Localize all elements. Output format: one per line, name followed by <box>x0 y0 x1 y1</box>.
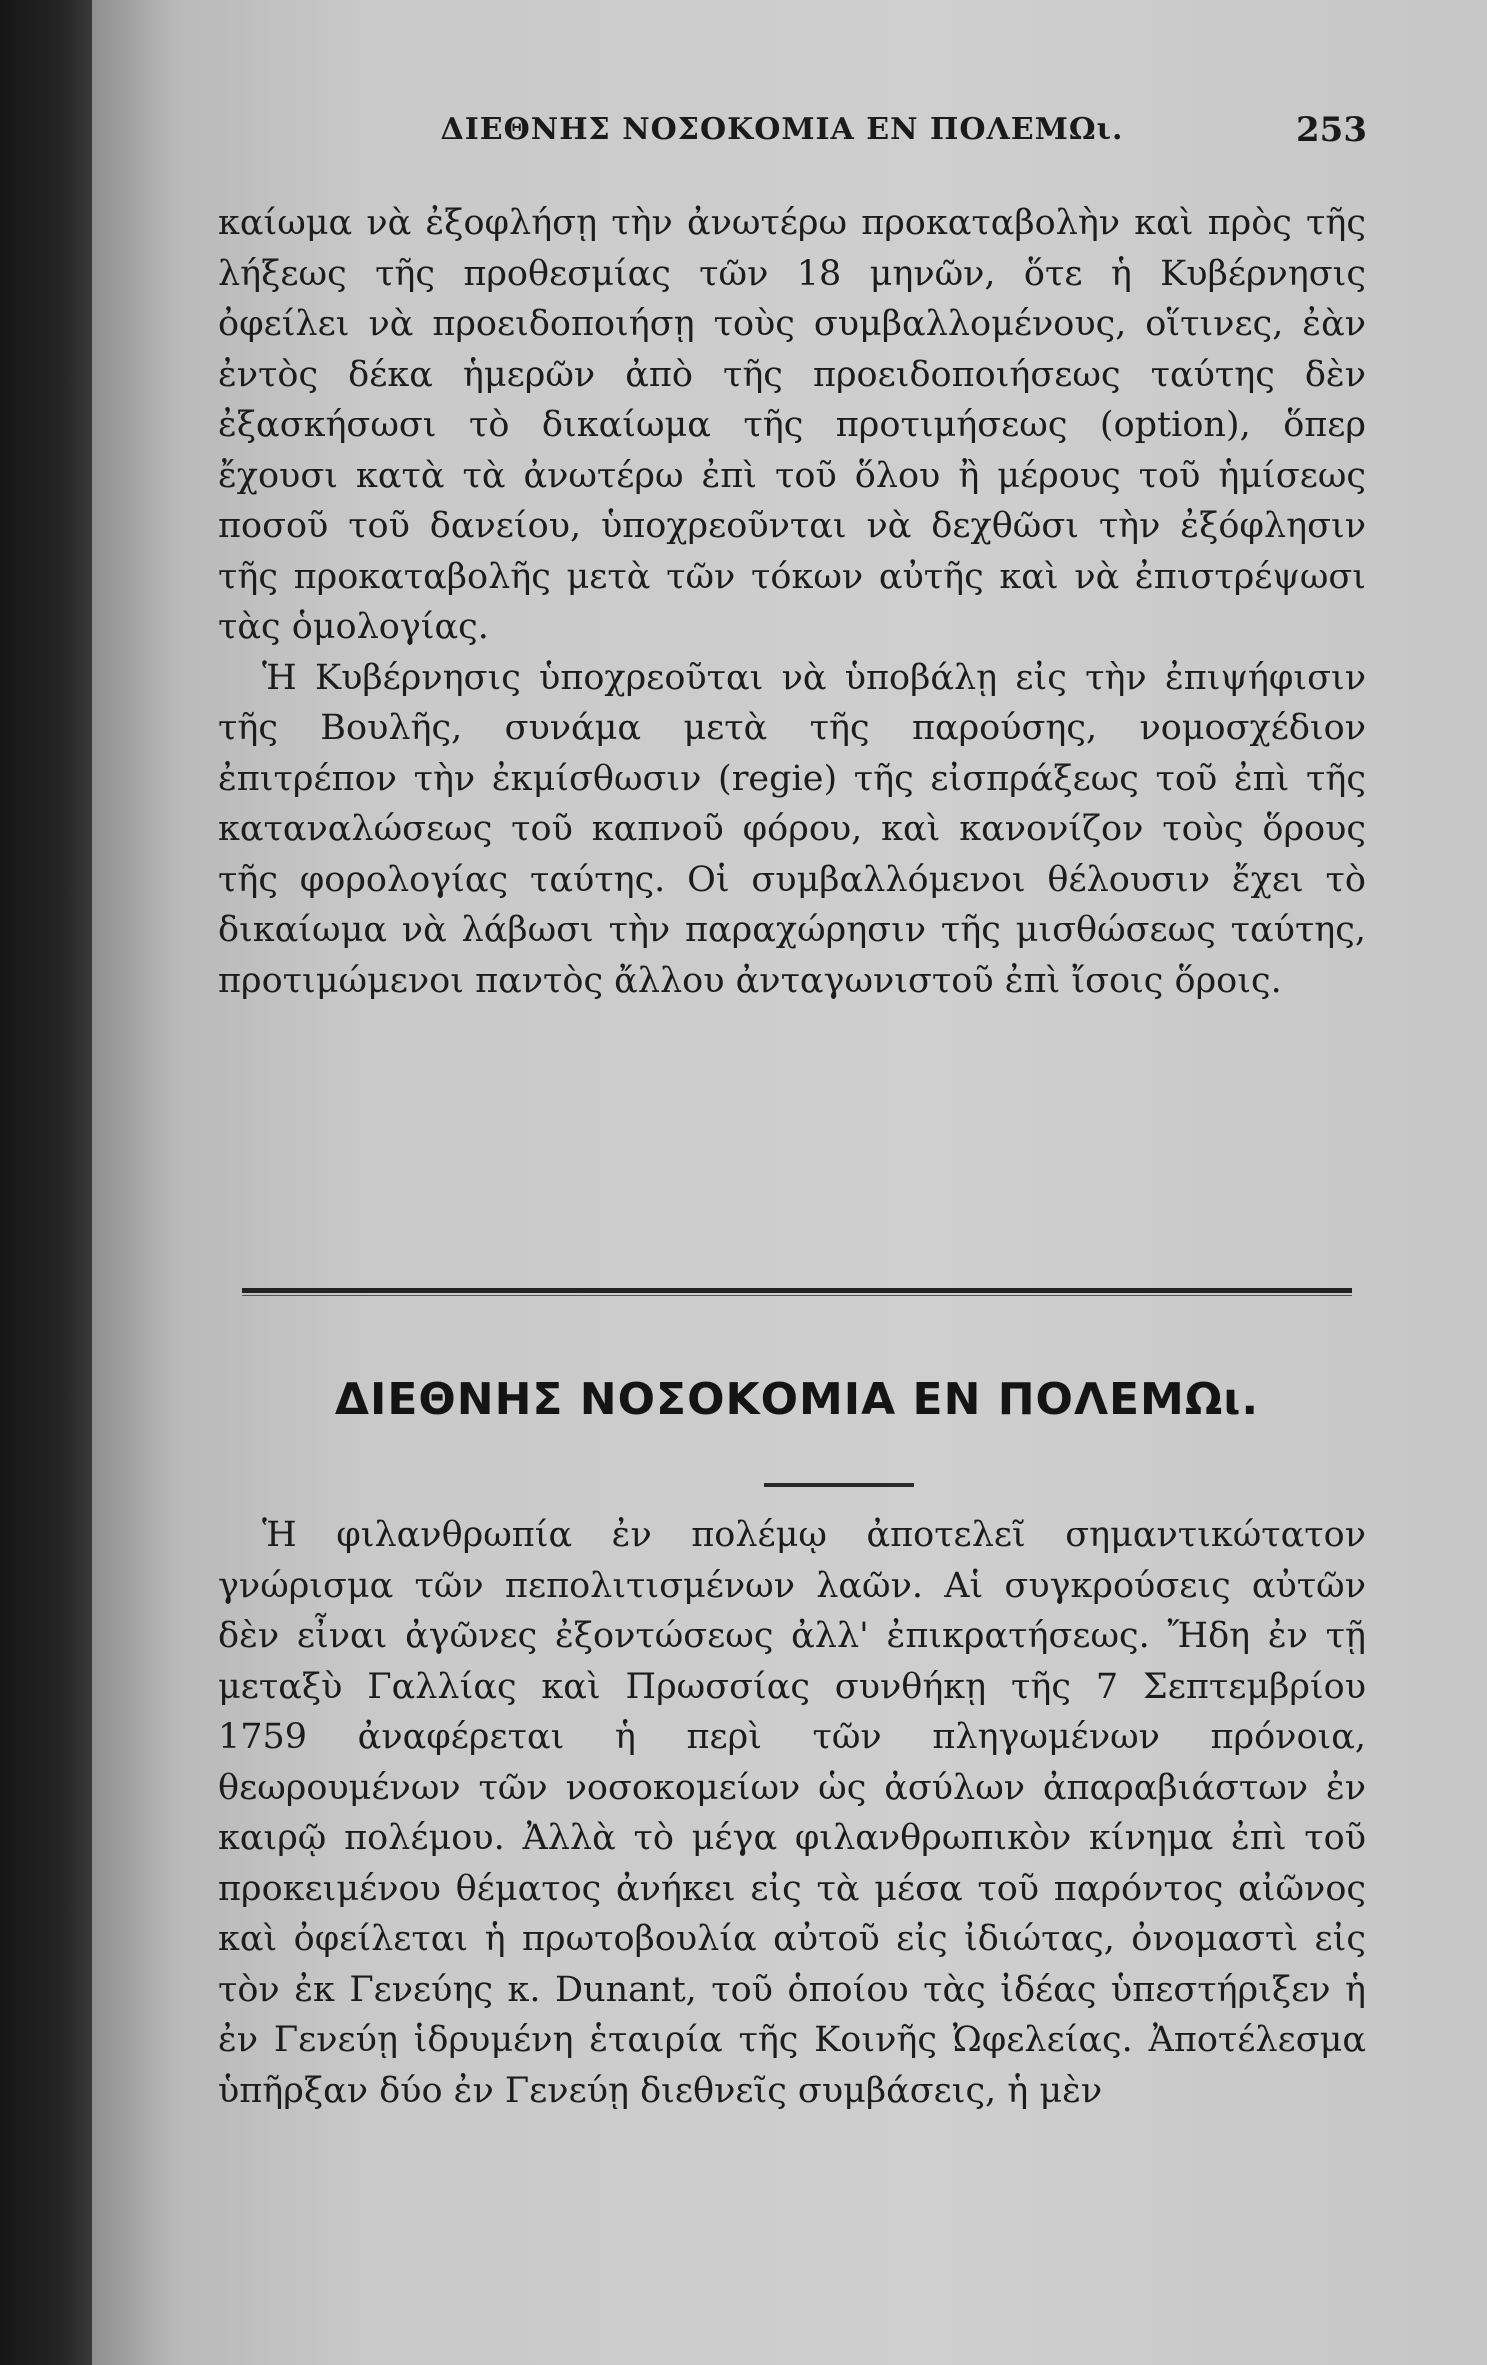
section-text-block <box>218 1510 1366 2116</box>
running-head: ΔΙΕΘΝΗΣ ΝΟΣΟΚΟΜΙΑ ΕΝ ΠΟΛΕΜΩι. <box>440 112 1124 147</box>
title-underline <box>764 1483 914 1487</box>
book-gutter <box>0 0 92 2365</box>
top-paragraph-2: Ἡ Κυβέρνησις ὑποχρεοῦται νὰ ὑποβάλῃ εἰς τὴν ἐπιψήφισιν τῆς Βουλῆς, συνάμα μετὰ τῆς παρούσης, νομοσχέδιον ἐπιτρέπον τὴν ἐκμίσθωσιν (regie) τῆς εἰσπράξεως τοῦ ἐπὶ τῆς καταναλώσεως τοῦ καπνοῦ φόρου, καὶ κανονίζον τοὺς ὅρους τῆς φορολογίας ταύτης. Οἱ συμβαλλόμενοι θέλουσιν ἔχει τὸ δικαίωμα νὰ λάβωσι τὴν παραχώρησιν τῆς μισθώσεως ταύτης, προτιμώμενοι παντὸς ἄλλου ἀνταγωνιστοῦ ἐπὶ ἴσοις ὅροις. <box>218 657 1366 1001</box>
top-paragraph-1: καίωμα νὰ ἐξοφλήσῃ τὴν ἀνωτέρω προκαταβολὴν καὶ πρὸς τῆς λήξεως τῆς προθεσμίας τῶν 18 μηνῶν, ὅτε ἡ Κυβέρνησις ὀφείλει νὰ προειδοποιήσῃ τοὺς συμβαλλομένους, οἵτινες, ἐὰν ἐντὸς δέκα ἡμερῶν ἀπὸ τῆς προειδοποιήσεως ταύτης δὲν ἐξασκήσωσι τὸ δικαίωμα τῆς προτιμήσεως (option), ὅπερ ἔχουσι κατὰ τὰ ἀνωτέρω ἐπὶ τοῦ ὅλου ἢ μέρους τοῦ ἡμίσεως ποσοῦ τοῦ δανείου, ὑποχρεοῦνται νὰ δεχθῶσι τὴν ἐξόφλησιν τῆς προκαταβολῆς μετὰ τῶν τόκων αὐτῆς καὶ νὰ ἐπιστρέψωσι τὰς ὁμολογίας. <box>218 203 1366 647</box>
section-title: ΔΙΕΘΝΗΣ ΝΟΣΟΚΟΜΙΑ ΕΝ ΠΟΛΕΜΩι. <box>334 1374 1260 1425</box>
book-page <box>92 0 1487 2365</box>
section-paragraph-1: Ἡ φιλανθρωπία ἐν πολέμῳ ἀποτελεῖ σημαντικώτατον γνώρισμα τῶν πεπολιτισμένων λαῶν. Αἱ συγκρούσεις αὐτῶν δὲν εἶναι ἀγῶνες ἐξοντώσεως ἀλλ' ἐπικρατήσεως. Ἤδη ἐν τῇ μεταξὺ Γαλλίας καὶ Πρωσσίας συνθήκῃ τῆς 7 Σεπτεμβρίου 1759 ἀναφέρεται ἡ περὶ τῶν πληγωμένων πρόνοια, θεωρουμένων τῶν νοσοκομείων ὡς ἀσύλων ἀπαραβιάστων ἐν καιρῷ πολέμου. Ἀλλὰ τὸ μέγα φιλανθρωπικὸν κίνημα ἐπὶ τοῦ προκειμένου θέματος ἀνήκει εἰς τὰ μέσα τοῦ παρόντος αἰῶνος καὶ ὀφείλεται ἡ πρωτοβουλία αὐτοῦ εἰς ἰδιώτας, ὀνομαστὶ εἰς τὸν ἐκ Γενεύης κ. Dunant, τοῦ ὁποίου τὰς ἰδέας ὑπεστήριξεν ἡ ἐν Γενεύῃ ἱδρυμένη ἑταιρία τῆς Κοινῆς Ὠφελείας. Ἀποτέλεσμα ὑπῆρξαν δύο ἐν Γενεύῃ διεθνεῖς συμβάσεις, ἡ μὲν <box>218 1515 1366 2111</box>
section-divider-thin <box>242 1295 1352 1296</box>
section-divider-thick <box>242 1288 1352 1293</box>
top-text-block <box>218 198 1366 1006</box>
page-number: 253 <box>1296 110 1367 150</box>
